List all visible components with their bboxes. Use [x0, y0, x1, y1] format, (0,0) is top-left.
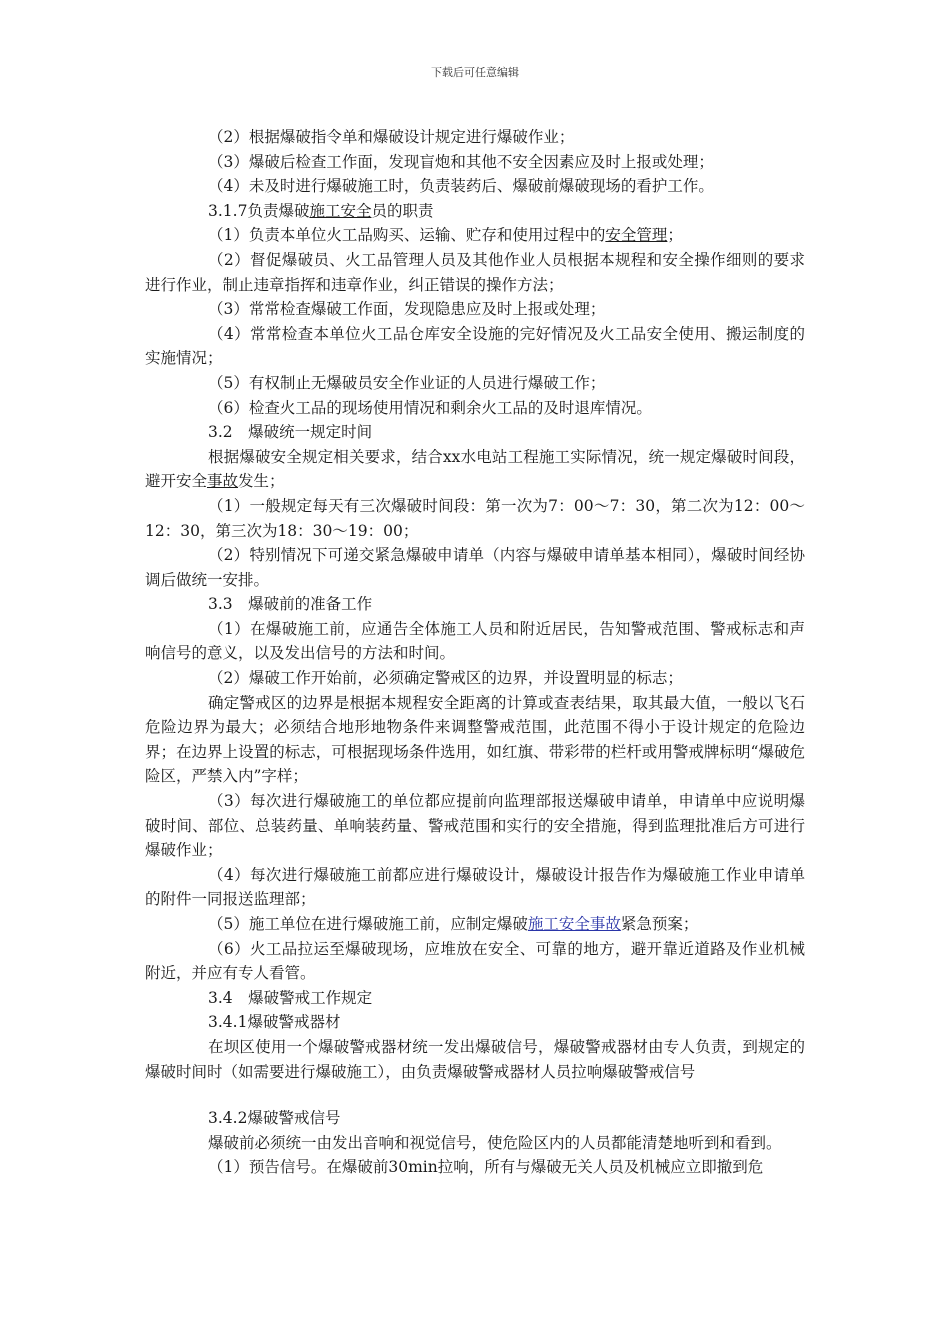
- paragraph: （6）火工品拉运至爆破现场，应堆放在安全、可靠的地方，避开靠近道路及作业机械附近，并应有专人看管。: [145, 939, 805, 983]
- paragraph: （5）有权制止无爆破员安全作业证的人员进行爆破工作；: [208, 373, 606, 392]
- section-heading-3-2: 3.2 爆破统一规定时间: [208, 423, 373, 442]
- paragraph: （2）特别情况下可递交紧急爆破申请单（内容与爆破申请单基本相同），爆破时间经协调后做统一安排。: [145, 546, 805, 589]
- paragraph: （2）督促爆破员、火工品管理人员及其他作业人员根据本规程和安全操作细则的要求进行作业，制止违章指挥和违章作业，纠正错误的操作方法；: [145, 250, 805, 294]
- section-heading-3-4: 3.4 爆破警戒工作规定: [208, 988, 373, 1007]
- blank-line: [145, 1084, 805, 1106]
- paragraph: （2）爆破工作开始前，必须确定警戒区的边界，并设置明显的标志；: [208, 669, 683, 688]
- paragraph: （1）一般规定每天有三次爆破时间段：第一次为7：00～7：30，第二次为12：00～12：30，第三次为18：30～19：00；: [145, 496, 805, 540]
- section-heading-3-3: 3.3 爆破前的准备工作: [208, 595, 373, 614]
- paragraph: （5）施工单位在进行爆破施工前，应制定爆破施工安全事故紧急预案；: [208, 915, 699, 933]
- paragraph: （4）常常检查本单位火工品仓库安全设施的完好情况及火工品安全使用、搬运制度的实施情况；: [145, 324, 805, 368]
- paragraph: （2）根据爆破指令单和爆破设计规定进行爆破作业；: [208, 128, 575, 146]
- paragraph: （4）每次进行爆破施工前都应进行爆破设计，爆破设计报告作为爆破施工作业申请单的附件一同报送监理部；: [145, 865, 805, 909]
- section-heading-3-4-1: 3.4.1爆破警戒器材: [208, 1013, 341, 1032]
- link-accident[interactable]: 事故: [207, 472, 239, 491]
- section-heading-3-1-7: 3.1.7负责爆破施工安全员的职责: [208, 201, 434, 220]
- document-body: [145, 125, 805, 1180]
- paragraph: （6）检查火工品的现场使用情况和剩余火工品的及时退库情况。: [208, 398, 652, 417]
- section-heading-3-4-2: 3.4.2爆破警戒信号: [208, 1109, 341, 1128]
- paragraph: （1）在爆破施工前，应通告全体施工人员和附近居民，告知警戒范围、警戒标志和声响信号的意义，以及发出信号的方法和时间。: [145, 619, 805, 663]
- paragraph: （1）负责本单位火工品购买、运输、贮存和使用过程中的安全管理；: [208, 226, 683, 245]
- link-construction-safety-accident[interactable]: 施工安全事故: [527, 915, 621, 933]
- paragraph: 爆破前必须统一由发出音响和视觉信号，使危险区内的人员都能清楚地听到和看到。: [208, 1133, 782, 1152]
- paragraph: （3）每次进行爆破施工的单位都应提前向监理部报送爆破申请单，申请单中应说明爆破时间、部位、总装药量、单响装药量、警戒范围和实行的安全措施，得到监理批准后方可进行爆破作业；: [145, 792, 805, 860]
- paragraph: 根据爆破安全规定相关要求，结合xx水电站工程施工实际情况，统一规定爆破时间段，避开安全事故发生；: [145, 447, 805, 491]
- paragraph: （1）预告信号。在爆破前30min拉响，所有与爆破无关人员及机械应立即撤到危: [208, 1158, 764, 1177]
- link-safety-management[interactable]: 安全管理: [605, 226, 668, 245]
- paragraph: 在坝区使用一个爆破警戒器材统一发出爆破信号，爆破警戒器材由专人负责，到规定的爆破时间时（如需要进行爆破施工），由负责爆破警戒器材人员拉响爆破警戒信号: [145, 1037, 805, 1081]
- paragraph: （4）未及时进行爆破施工时，负责装药后、爆破前爆破现场的看护工作。: [208, 177, 714, 196]
- paragraph: 确定警戒区的边界是根据本规程安全距离的计算或查表结果，取其最大值，一般以飞石危险边界为最大；必须结合地形地物条件来调整警戒范围，此范围不得小于设计规定的危险边界；在边界上设置的标志，可根据现场条件选用，如红旗、带彩带的栏杆或用警戒牌标明“爆破危险区，严禁入内”字样；: [145, 693, 805, 786]
- paragraph: （3）常常检查爆破工作面，发现隐患应及时上报或处理；: [208, 300, 606, 319]
- paragraph: （3）爆破后检查工作面，发现盲炮和其他不安全因素应及时上报或处理；: [208, 152, 714, 171]
- link-construction-safety[interactable]: 施工安全: [309, 201, 372, 220]
- page-header: 下载后可任意编辑: [431, 66, 519, 79]
